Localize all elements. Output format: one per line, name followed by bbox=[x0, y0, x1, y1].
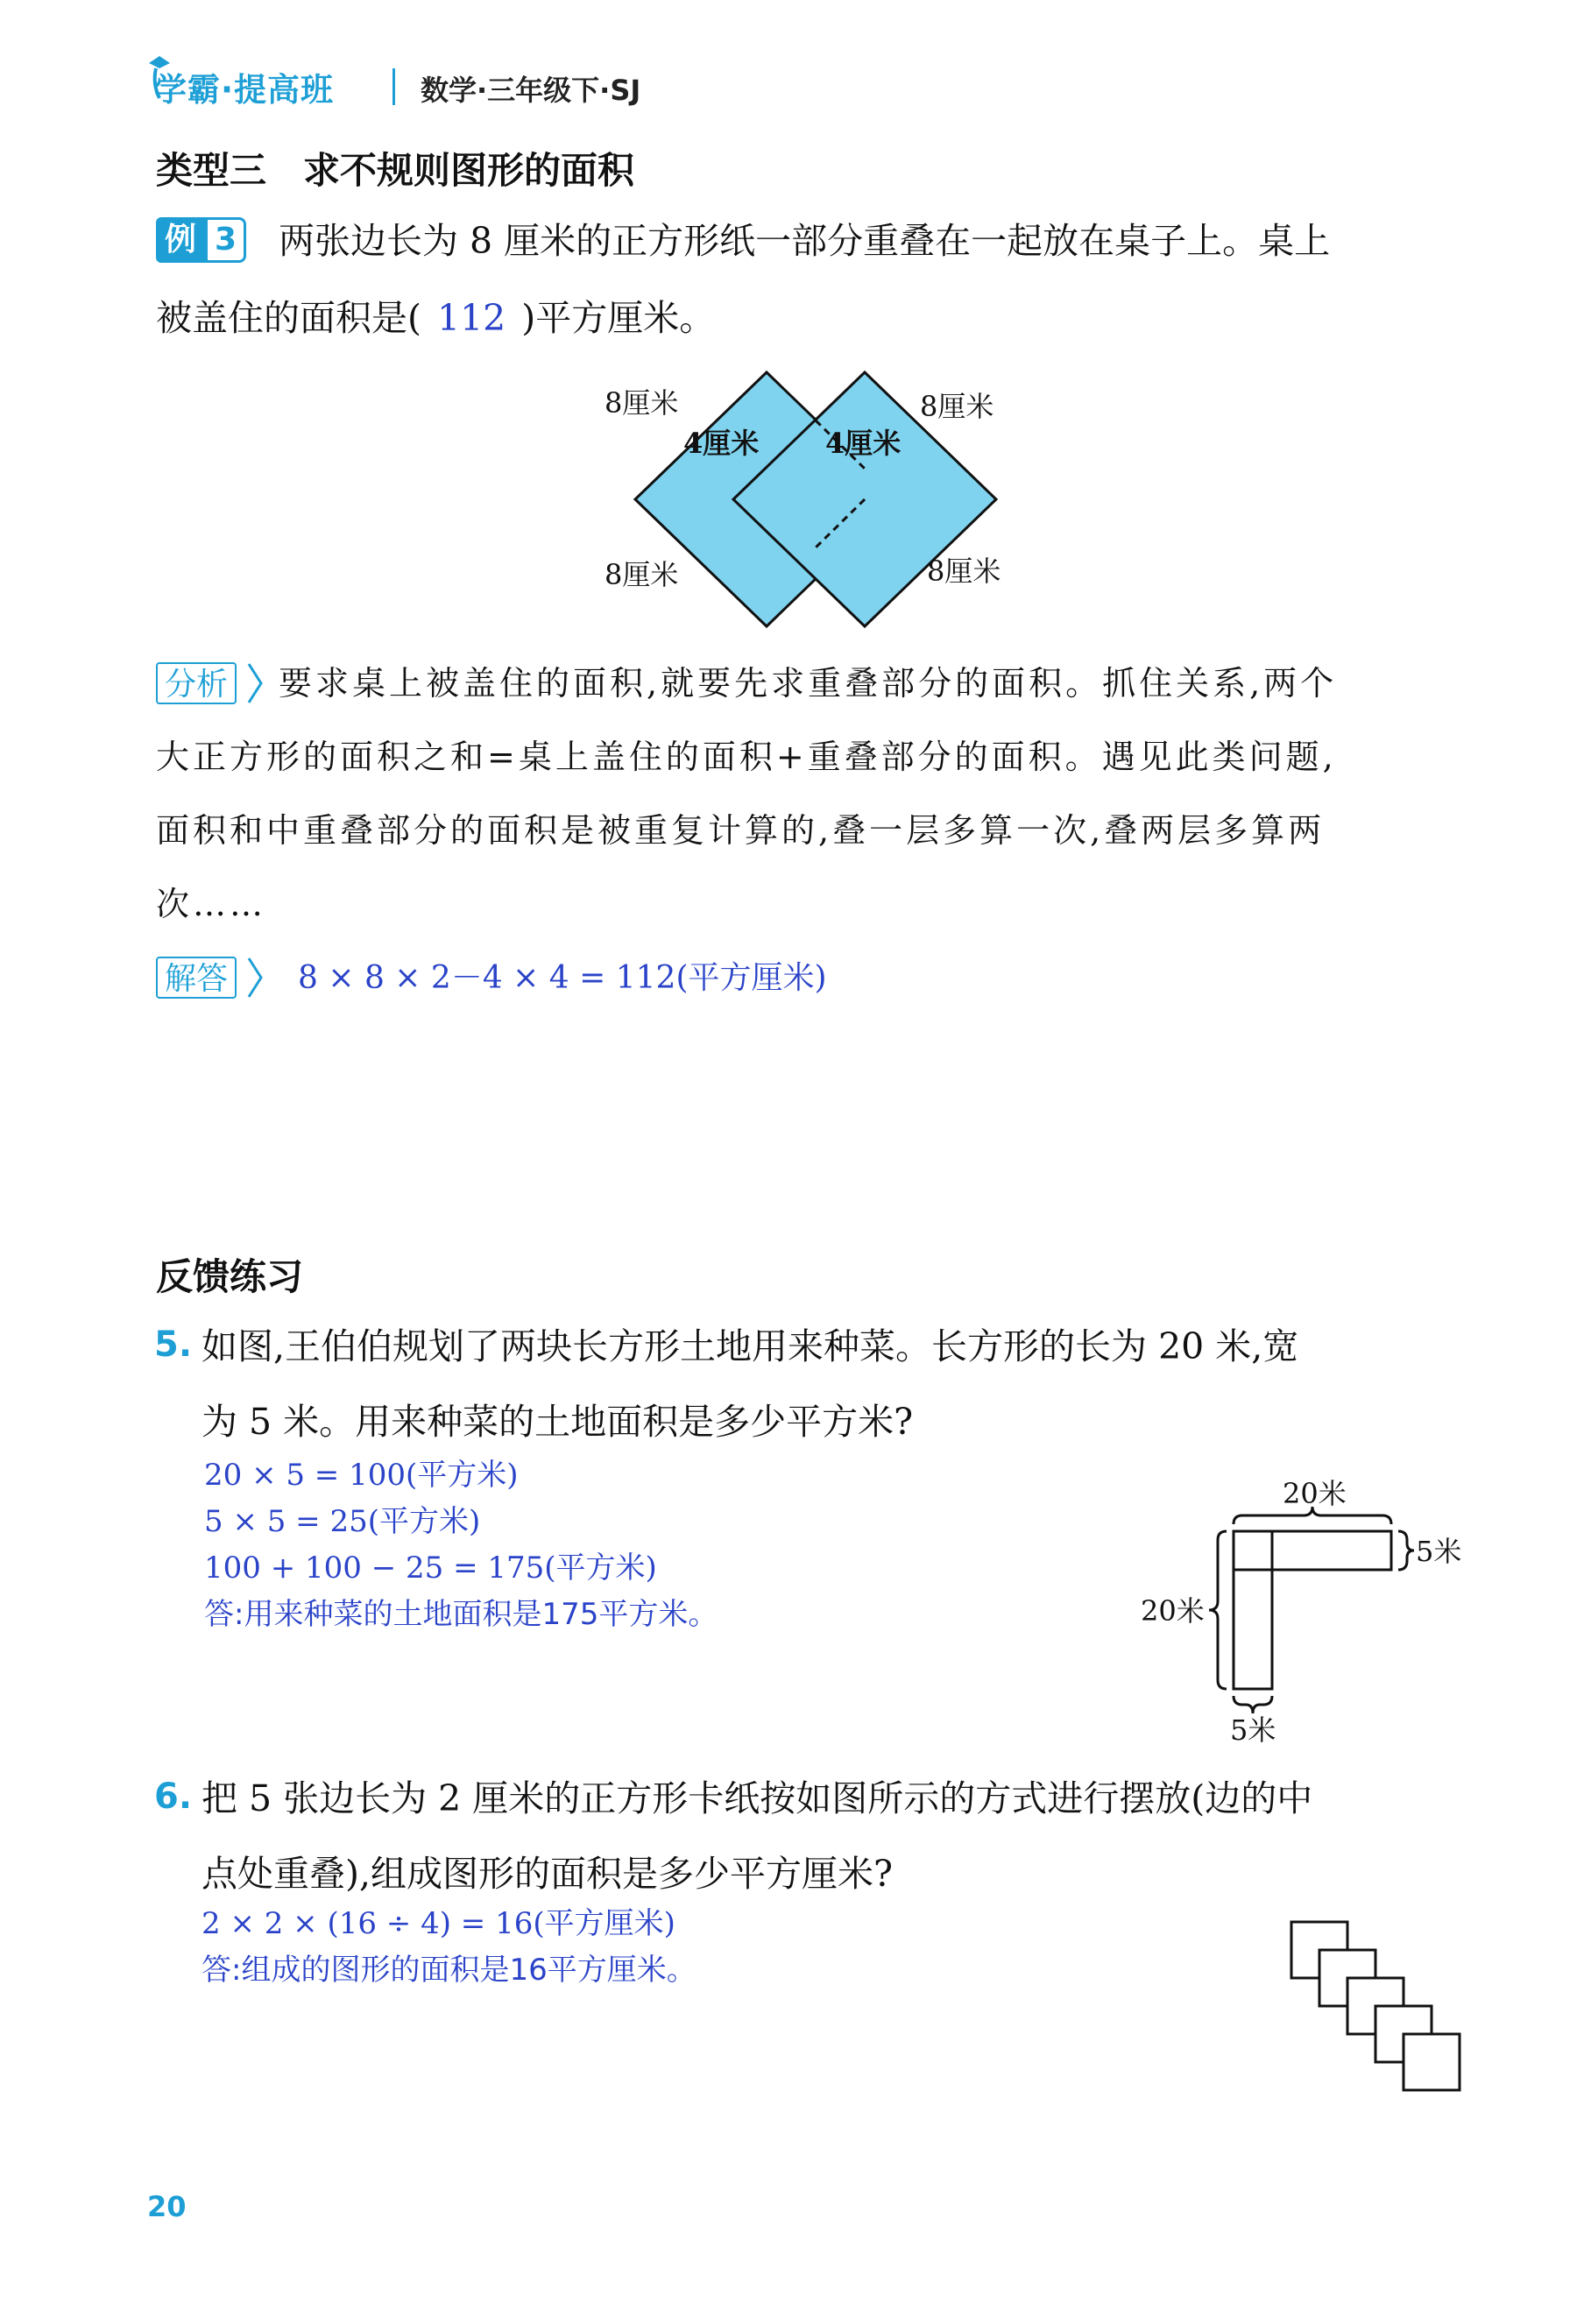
q5-label-top: 20米 bbox=[1283, 1477, 1347, 1510]
analysis-line-1: 要求桌上被盖住的面积,就要先求重叠部分的面积。抓住关系,两个 bbox=[279, 664, 1338, 703]
q6-work-line-2: 答:组成的图形的面积是16平方厘米。 bbox=[202, 1953, 697, 1988]
q5-label-left: 20米 bbox=[1141, 1594, 1205, 1628]
label-top-right: 8厘米 bbox=[920, 390, 994, 423]
q5-number: 5. bbox=[154, 1324, 193, 1365]
q6-work-line-1: 2 × 2 × (16 ÷ 4) = 16(平方厘米) bbox=[202, 1906, 675, 1941]
q5-line-1: 如图,王伯伯规划了两块长方形土地用来种菜。长方形的长为 20 米,宽 bbox=[202, 1325, 1299, 1367]
section-title: 类型三 求不规则图形的面积 bbox=[156, 149, 635, 192]
q6-line-2: 点处重叠),组成图形的面积是多少平方厘米? bbox=[202, 1853, 894, 1895]
analysis-line-4: 次…… bbox=[156, 885, 267, 923]
stacked-squares-figure bbox=[1279, 1910, 1489, 2111]
q5-label-right: 5米 bbox=[1416, 1535, 1462, 1568]
example-tag bbox=[156, 217, 246, 263]
analysis-line-2: 大正方形的面积之和=桌上盖住的面积+重叠部分的面积。遇见此类问题, bbox=[156, 738, 1337, 776]
analysis-tag: 分析 bbox=[156, 662, 237, 704]
label-bottom-right: 8厘米 bbox=[927, 555, 1001, 588]
q5-work-line-2: 5 × 5 = 25(平方米) bbox=[204, 1504, 481, 1539]
example-tag-number: 3 bbox=[205, 217, 246, 263]
example-tag-label: 例 bbox=[156, 217, 205, 263]
analysis-line-3: 面积和中重叠部分的面积是被重复计算的,叠一层多算一次,叠两层多算两 bbox=[156, 811, 1326, 850]
example-answer: 112 bbox=[437, 297, 506, 339]
tag-arrow-icon bbox=[247, 957, 263, 999]
q5-line-2: 为 5 米。用来种菜的土地面积是多少平方米? bbox=[202, 1401, 914, 1443]
label-inner-right: 4厘米 bbox=[825, 427, 902, 460]
vertical-rect bbox=[1234, 1531, 1272, 1689]
label-inner-left: 4厘米 bbox=[683, 427, 760, 460]
example-line-2-before: 被盖住的面积是( bbox=[156, 297, 421, 339]
horizontal-rect bbox=[1234, 1531, 1391, 1570]
q5-work-line-1: 20 × 5 = 100(平方米) bbox=[204, 1458, 519, 1493]
l-shape-figure bbox=[1139, 1472, 1481, 1752]
example-line-1: 两张边长为 8 厘米的正方形纸一部分重叠在一起放在桌子上。桌上 bbox=[279, 220, 1331, 262]
label-bottom-left: 8厘米 bbox=[605, 558, 679, 591]
example-line-2 bbox=[156, 279, 715, 357]
q5-work-line-4: 答:用来种菜的土地面积是175平方米。 bbox=[204, 1597, 718, 1632]
label-top-left: 8厘米 bbox=[605, 386, 679, 420]
tag-arrow-icon bbox=[247, 662, 263, 704]
solution-tag: 解答 bbox=[156, 957, 237, 999]
header-brand: 学霸·提高班 bbox=[154, 71, 335, 109]
header-divider bbox=[392, 68, 395, 105]
header-subject: 数学·三年级下·SJ bbox=[421, 74, 641, 107]
q6-number: 6. bbox=[154, 1777, 193, 1817]
q5-work bbox=[204, 1452, 718, 1638]
q5-work-line-3: 100 + 100 − 25 = 175(平方米) bbox=[204, 1551, 657, 1586]
q6-line-1: 把 5 张边长为 2 厘米的正方形卡纸按如图所示的方式进行摆放(边的中 bbox=[202, 1777, 1313, 1819]
q6-work bbox=[202, 1901, 697, 1994]
page-number: 20 bbox=[147, 2190, 187, 2223]
feedback-title: 反馈练习 bbox=[156, 1255, 304, 1298]
example-line-2-after: )平方厘米。 bbox=[521, 297, 716, 339]
left-brace bbox=[1209, 1531, 1227, 1689]
right-brace bbox=[1398, 1531, 1414, 1570]
solution-equation: 8 × 8 × 2－4 × 4 = 112(平方厘米) bbox=[298, 960, 827, 996]
card-5 bbox=[1404, 2034, 1460, 2090]
q5-label-bottom: 5米 bbox=[1230, 1713, 1276, 1747]
overlap-squares-figure bbox=[578, 355, 1034, 635]
bottom-brace bbox=[1234, 1696, 1272, 1713]
